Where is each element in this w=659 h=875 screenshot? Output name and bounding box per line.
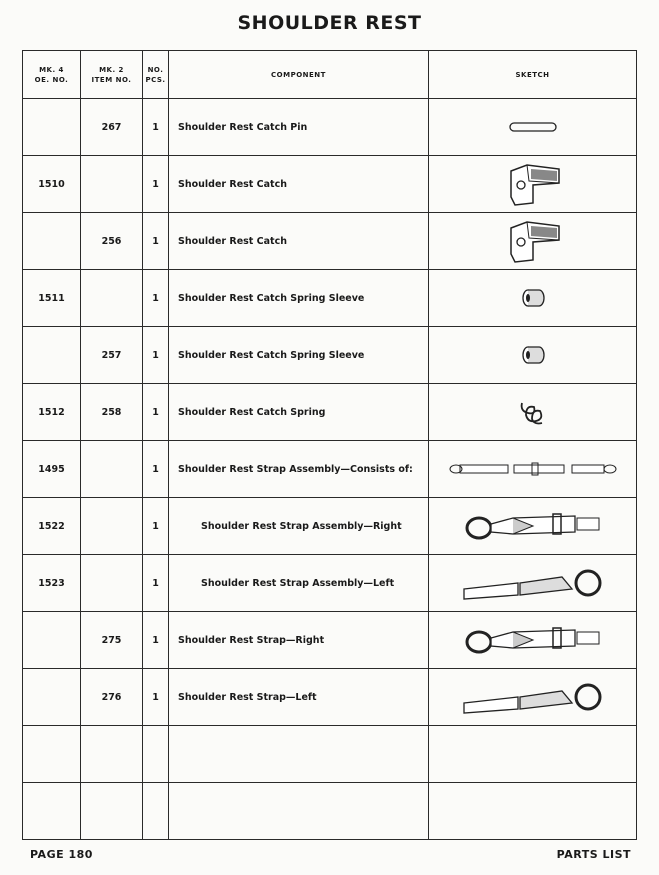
table-row [23, 156, 637, 213]
mk4-cell [23, 612, 81, 669]
mk4-cell: 1511 [23, 270, 81, 327]
sleeve-sketch-icon [429, 287, 636, 309]
mk4-cell: 1512 [23, 384, 81, 441]
header-component: COMPONENT [169, 51, 429, 99]
header-pcs-line2: PCS. [145, 75, 166, 84]
mk2-cell [81, 555, 143, 612]
page-title: SHOULDER REST [237, 12, 422, 34]
component-cell: Shoulder Rest Strap Assembly—Consists of: [169, 441, 429, 498]
parts-table [22, 50, 637, 840]
component-cell: Shoulder Rest Catch Spring [169, 384, 429, 441]
sketch-cell [429, 270, 637, 327]
mk2-cell: 258 [81, 384, 143, 441]
strap-left-sketch-icon [429, 677, 636, 717]
mk2-cell [81, 498, 143, 555]
component-cell: Shoulder Rest Catch [169, 213, 429, 270]
sketch-cell [429, 669, 637, 726]
section-label: PARTS LIST [556, 848, 631, 861]
table-row [23, 327, 637, 384]
table-row [23, 384, 637, 441]
header-mk4-line2: OE. NO. [34, 75, 69, 84]
sketch-cell [429, 441, 637, 498]
table-row [23, 441, 637, 498]
page-number: PAGE 180 [30, 848, 93, 861]
component-cell: Shoulder Rest Strap—Right [169, 612, 429, 669]
mk2-cell [81, 441, 143, 498]
mk4-cell: 1495 [23, 441, 81, 498]
header-mk4 [23, 51, 81, 99]
component-cell: Shoulder Rest Strap Assembly—Left [169, 555, 429, 612]
mk4-cell [23, 669, 81, 726]
sketch-cell [429, 726, 637, 783]
mk4-cell: 1522 [23, 498, 81, 555]
sketch-cell [429, 213, 637, 270]
table-row [23, 612, 637, 669]
pcs-cell: 1 [143, 99, 169, 156]
table-row [23, 726, 637, 783]
mk2-cell: 257 [81, 327, 143, 384]
sketch-cell [429, 99, 637, 156]
sketch-cell [429, 156, 637, 213]
mk2-cell: 267 [81, 99, 143, 156]
mk4-cell [23, 783, 81, 840]
mk4-cell [23, 213, 81, 270]
pcs-cell: 1 [143, 669, 169, 726]
pcs-cell: 1 [143, 612, 169, 669]
table-row [23, 99, 637, 156]
sketch-cell [429, 498, 637, 555]
sketch-cell [429, 555, 637, 612]
header-pcs-line1: NO. [147, 65, 164, 74]
strap-right-sketch-icon [429, 506, 636, 546]
catch-sketch-icon [429, 161, 636, 207]
pcs-cell: 1 [143, 384, 169, 441]
mk2-cell: 256 [81, 213, 143, 270]
component-cell: Shoulder Rest Strap Assembly—Right [169, 498, 429, 555]
table-header [23, 51, 637, 99]
table-row [23, 498, 637, 555]
header-mk2-line2: ITEM NO. [91, 75, 132, 84]
mk4-cell: 1510 [23, 156, 81, 213]
spring-sketch-icon [429, 397, 636, 427]
pcs-cell: 1 [143, 156, 169, 213]
mk4-cell [23, 726, 81, 783]
pcs-cell: 1 [143, 327, 169, 384]
mk2-cell: 275 [81, 612, 143, 669]
strap-left-sketch-icon [429, 563, 636, 603]
component-cell: Shoulder Rest Catch Pin [169, 99, 429, 156]
table-row [23, 213, 637, 270]
catch-sketch-icon [429, 218, 636, 264]
pcs-cell [143, 726, 169, 783]
sketch-cell [429, 783, 637, 840]
header-mk4-line1: MK. 4 [39, 65, 64, 74]
pcs-cell: 1 [143, 498, 169, 555]
header-pcs [143, 51, 169, 99]
pcs-cell: 1 [143, 213, 169, 270]
mk2-cell [81, 783, 143, 840]
table-row [23, 270, 637, 327]
component-cell: Shoulder Rest Catch Spring Sleeve [169, 270, 429, 327]
pcs-cell: 1 [143, 270, 169, 327]
sketch-cell [429, 612, 637, 669]
strap-assembly-sketch-icon [429, 461, 636, 477]
header-sketch: SKETCH [429, 51, 637, 99]
mk4-cell [23, 327, 81, 384]
mk2-cell [81, 156, 143, 213]
mk4-cell: 1523 [23, 555, 81, 612]
header-mk2-line1: MK. 2 [99, 65, 124, 74]
component-cell [169, 726, 429, 783]
mk2-cell [81, 726, 143, 783]
component-cell: Shoulder Rest Catch Spring Sleeve [169, 327, 429, 384]
table-row [23, 783, 637, 840]
pcs-cell: 1 [143, 441, 169, 498]
strap-right-sketch-icon [429, 620, 636, 660]
pcs-cell [143, 783, 169, 840]
mk4-cell [23, 99, 81, 156]
sketch-cell [429, 327, 637, 384]
sketch-cell [429, 384, 637, 441]
component-cell: Shoulder Rest Strap—Left [169, 669, 429, 726]
pin-sketch-icon [429, 120, 636, 134]
table-row [23, 669, 637, 726]
table-row [23, 555, 637, 612]
mk2-cell: 276 [81, 669, 143, 726]
pcs-cell: 1 [143, 555, 169, 612]
component-cell [169, 783, 429, 840]
mk2-cell [81, 270, 143, 327]
component-cell: Shoulder Rest Catch [169, 156, 429, 213]
header-mk2 [81, 51, 143, 99]
sleeve-sketch-icon [429, 344, 636, 366]
